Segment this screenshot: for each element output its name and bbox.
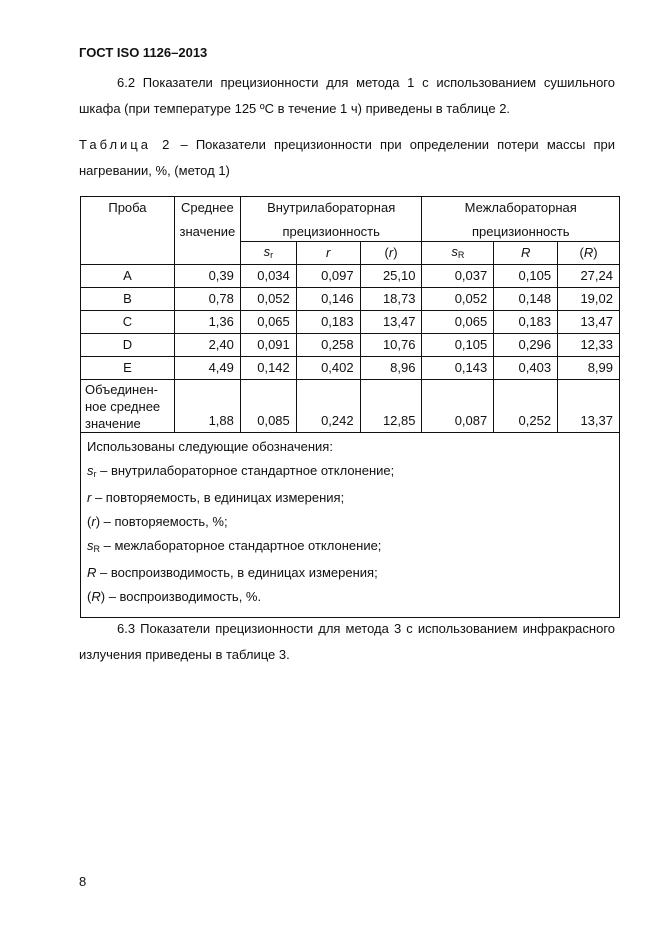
header-intralab-line2: прецизионность (282, 224, 380, 239)
cell-r: 0,183 (296, 311, 360, 334)
subheader-sR: $s_R$ (422, 242, 494, 265)
cell-pooled-label: Объединен- ное среднее значение (81, 380, 175, 433)
table-row (81, 311, 620, 334)
table-notes-row (81, 433, 620, 618)
cell-r-percent: 18,73 (360, 288, 422, 311)
header-sample: Проба (81, 197, 175, 265)
cell-R: 0,252 (494, 380, 558, 433)
cell-sR: 0,087 (422, 380, 494, 433)
cell-R-percent: 8,99 (558, 357, 620, 380)
cell-sr: 0,065 (240, 311, 296, 334)
subheader-r-percent: (r) (360, 242, 422, 265)
cell-r: 0,242 (296, 380, 360, 433)
subheader-r: r (296, 242, 360, 265)
cell-r: 0,258 (296, 334, 360, 357)
table-notes (81, 433, 620, 618)
note-sR: $s_R$ – межлабораторное стандартное отклонение; (87, 538, 382, 554)
note-sr: $s_r$ – внутрилабораторное стандартное отклонение; (87, 463, 395, 479)
table-row (81, 265, 620, 288)
subheader-R: R (494, 242, 558, 265)
cell-mean: 0,39 (174, 265, 240, 288)
cell-sr: 0,085 (240, 380, 296, 433)
cell-R: 0,296 (494, 334, 558, 357)
table-header-row (81, 197, 620, 242)
cell-r-percent: 10,76 (360, 334, 422, 357)
note-R: R – воспроизводимость, в единицах измерения; (87, 565, 378, 580)
cell-R-percent: 13,37 (558, 380, 620, 433)
paragraph-6-2: 6.2 Показатели прецизионности для метода 1 с использованием сушильного шкафа (при температуре 125 ºС в течение 1 ч) приведены в таблице 2. (79, 75, 615, 116)
header-mean (174, 197, 240, 265)
cell-R: 0,148 (494, 288, 558, 311)
header-interlab-line2: прецизионность (472, 224, 570, 239)
subheader-R-percent: (R) (558, 242, 620, 265)
cell-mean: 1,36 (174, 311, 240, 334)
cell-r-percent: 25,10 (360, 265, 422, 288)
header-intralab (240, 197, 422, 242)
header-interlab-line1: Межлабораторная (464, 200, 577, 215)
table-caption-label: Таблица 2 (79, 137, 173, 152)
cell-r: 0,146 (296, 288, 360, 311)
page-number: 8 (79, 874, 87, 889)
header-intralab-line1: Внутрилабораторная (267, 200, 396, 215)
cell-R: 0,183 (494, 311, 558, 334)
cell-sample: D (81, 334, 175, 357)
note-r-percent: (r) – повторяемость, %; (87, 514, 228, 529)
table-row-pooled (81, 380, 620, 433)
cell-sR: 0,143 (422, 357, 494, 380)
table-row (81, 357, 620, 380)
paragraph-6-3: 6.3 Показатели прецизионности для метода 3 с использованием инфракрасного излучения приведены в таблице 3. (79, 621, 615, 662)
cell-sR: 0,037 (422, 265, 494, 288)
subheader-sr: $s_r$ (240, 242, 296, 265)
document-header: ГОСТ ISO 1126–2013 (79, 45, 208, 60)
header-mean-line1: Среднее (180, 200, 234, 215)
cell-R: 0,105 (494, 265, 558, 288)
cell-sample: E (81, 357, 175, 380)
header-mean-line2: значение (179, 224, 236, 239)
cell-r-percent: 12,85 (360, 380, 422, 433)
cell-R-percent: 13,47 (558, 311, 620, 334)
cell-sample: A (81, 265, 175, 288)
note-R-percent: (R) – воспроизводимость, %. (87, 589, 262, 604)
table-row (81, 334, 620, 357)
cell-sample: C (81, 311, 175, 334)
cell-r: 0,402 (296, 357, 360, 380)
precision-table (80, 196, 620, 618)
table-row (81, 288, 620, 311)
cell-sR: 0,052 (422, 288, 494, 311)
table-caption-text: – Показатели прецизионности при определении потери массы при нагревании, %, (метод 1) (79, 137, 615, 178)
cell-R-percent: 19,02 (558, 288, 620, 311)
cell-r-percent: 8,96 (360, 357, 422, 380)
cell-sr: 0,091 (240, 334, 296, 357)
cell-R: 0,403 (494, 357, 558, 380)
cell-mean: 2,40 (174, 334, 240, 357)
notes-intro: Использованы следующие обозначения: (87, 439, 333, 454)
cell-mean: 0,78 (174, 288, 240, 311)
table-caption (79, 132, 615, 184)
cell-sr: 0,034 (240, 265, 296, 288)
cell-sR: 0,105 (422, 334, 494, 357)
cell-r: 0,097 (296, 265, 360, 288)
note-r: r – повторяемость, в единицах измерения; (87, 490, 345, 505)
cell-R-percent: 12,33 (558, 334, 620, 357)
cell-mean: 1,88 (174, 380, 240, 433)
cell-sr: 0,052 (240, 288, 296, 311)
cell-r-percent: 13,47 (360, 311, 422, 334)
cell-sr: 0,142 (240, 357, 296, 380)
cell-sample: B (81, 288, 175, 311)
cell-sR: 0,065 (422, 311, 494, 334)
header-interlab (422, 197, 620, 242)
cell-R-percent: 27,24 (558, 265, 620, 288)
cell-mean: 4,49 (174, 357, 240, 380)
